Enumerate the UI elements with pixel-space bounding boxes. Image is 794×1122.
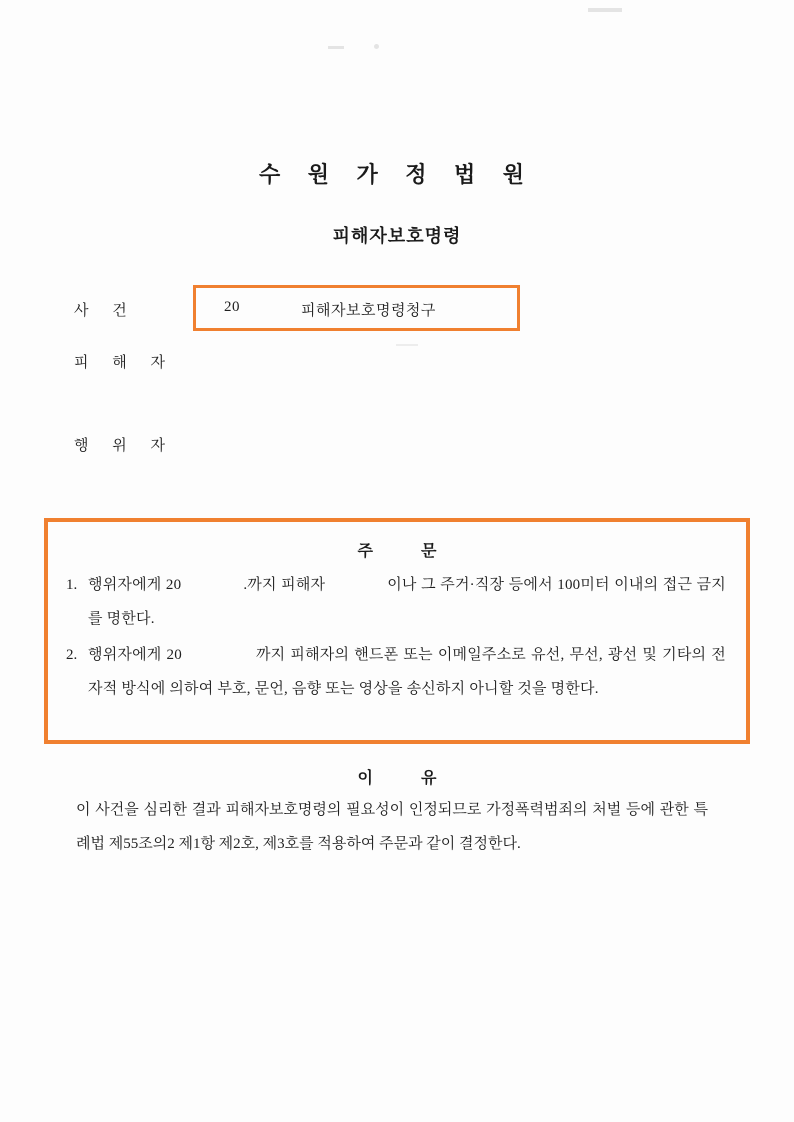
scan-artifact [588, 8, 622, 12]
order-item-number: 2. [66, 647, 78, 663]
reason-heading: 이 유 [357, 770, 459, 787]
scan-artifact [396, 344, 418, 346]
order-item [66, 638, 726, 706]
order-item-text-part: .까지 피해자 [243, 577, 326, 593]
order-item-number: 1. [66, 577, 78, 593]
reason-body: 이 사건을 심리한 결과 피해자보호명령의 필요성이 인정되므로 가정폭력범죄의 처벌 등에 관한 특례법 제55조의2 제1항 제2호, 제3호를 적용하여 주문과 같이 결정한다. [76, 802, 708, 852]
order-item-text [88, 638, 726, 706]
scan-artifact [328, 46, 344, 49]
case-number: 20 [224, 299, 240, 315]
order-item [66, 568, 726, 636]
document-title: 피해자보호명령 [332, 226, 462, 246]
order-item-text-part: 이나 그 주거·직장 등에서 100미터 이내의 접근 금지를 명한다. [88, 577, 726, 627]
case-type: 피해자보호명령청구 [301, 303, 436, 319]
order-heading: 주 문 [357, 543, 459, 560]
order-item-text-part: 행위자에게 20 [88, 577, 182, 593]
order-item-text [88, 568, 726, 636]
order-item-text-part: 까지 피해자의 핸드폰 또는 이메일주소로 유선, 무선, 광선 및 기타의 전자적 방식에 의하여 부호, 문언, 음향 또는 영상을 송신하지 아니할 것을 명한다. [88, 647, 726, 697]
offender-label: 행 위 자 [74, 438, 175, 454]
court-name: 수 원 가 정 법 원 [258, 162, 535, 187]
victim-label: 피 해 자 [74, 355, 175, 371]
case-label: 사 건 [74, 303, 137, 319]
scan-artifact [374, 44, 379, 49]
order-item-text-part: 행위자에게 20 [88, 647, 182, 663]
order-list [66, 568, 726, 708]
